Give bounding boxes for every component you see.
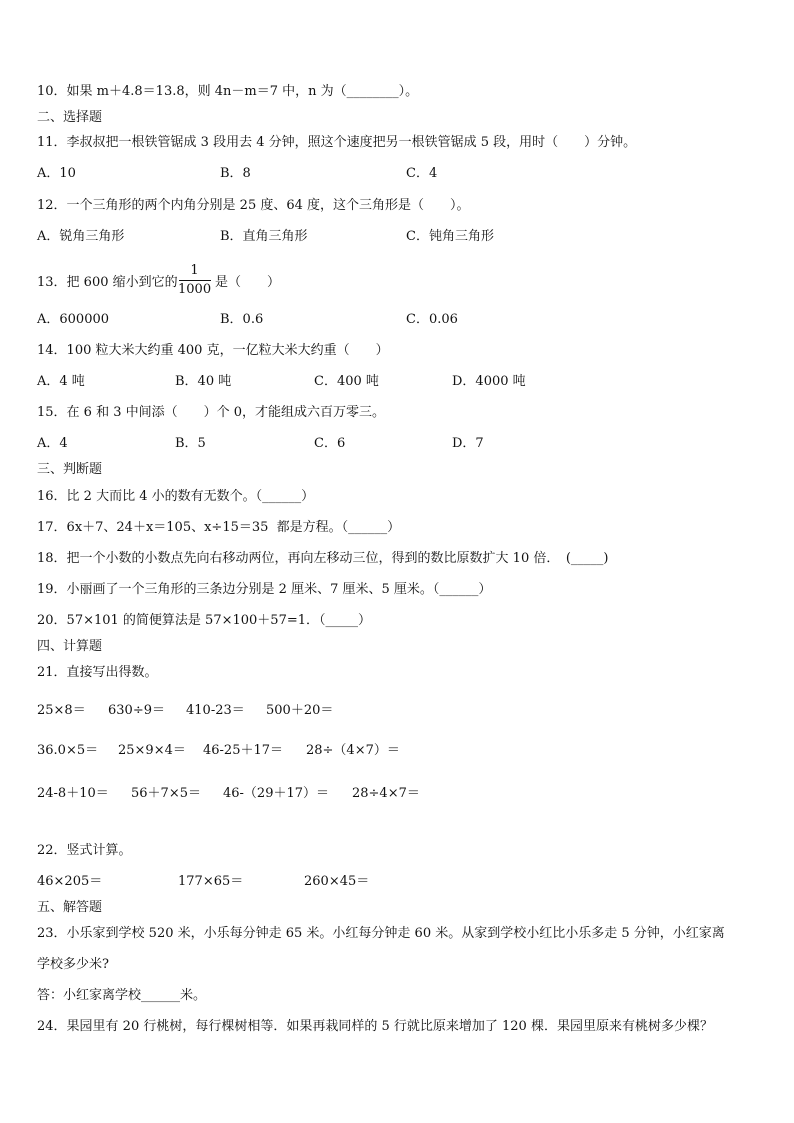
option-11-c: C．4 [406,166,438,181]
option-14-d: D．4000 吨 [452,374,526,389]
fraction-numerator: 1 [190,263,199,278]
option-13-c: C．0.06 [406,312,458,327]
option-11-a: A．10 [37,166,76,181]
vertical-calc-item: 177×65＝ [178,874,244,889]
calc-item: 410-23＝ [186,703,245,718]
question-23-line2: 学校多少米? [37,957,109,972]
calc-item: 25×8＝ [37,703,86,718]
option-12-b: B．直角三角形 [220,229,308,244]
question-15: 15．在 6 和 3 中间添（ ）个 0，才能组成六百万零三。 [37,405,386,420]
option-12-a: A．锐角三角形 [37,229,125,244]
option-12-c: C．钝角三角形 [406,229,494,244]
question-17: 17．6x＋7、24＋x＝105、x÷15＝35 都是方程。（______） [37,520,401,535]
option-13-a: A．600000 [37,312,110,327]
section-heading-judgment: 三、判断题 [37,462,103,477]
vertical-calc-item: 260×45＝ [304,874,370,889]
fraction-denominator: 1000 [178,282,212,297]
calc-item: 24-8＋10＝ [37,786,109,801]
section-heading-problems: 五、解答题 [37,900,103,915]
calc-item: 25×9×4＝ [118,743,186,758]
option-15-a: A．4 [37,436,68,451]
question-24: 24．果园里有 20 行桃树，每行棵树相等．如果再栽同样的 5 行就比原来增加了 120 棵．果园里原来有桃树多少棵？ [37,1019,713,1034]
question-14: 14．100 粒大米大约重 400 克，一亿粒大米大约重（ ） [37,343,389,358]
fraction-one-thousandth [178,264,211,297]
question-12: 12．一个三角形的两个内角分别是 25 度、64 度，这个三角形是（ ）。 [37,198,470,213]
fraction-bar [179,280,211,281]
question-20: 20．57×101 的简便算法是 57×100＋57=1．（_____） [37,613,372,628]
calc-item: 28÷（4×7）＝ [306,743,400,758]
calc-item: 36.0×5＝ [37,743,99,758]
option-11-b: B．8 [220,166,251,181]
option-14-c: C．400 吨 [314,374,379,389]
vertical-calc-item: 46×205＝ [37,874,103,889]
option-15-c: C．6 [314,436,346,451]
question-11: 11．李叔叔把一根铁管锯成 3 段用去 4 分钟，照这个速度把另一根铁管锯成 5 段，用时（ ）分钟。 [37,135,637,150]
calc-item: 500＋20＝ [266,703,334,718]
calc-item: 46-25＋17＝ [203,743,284,758]
question-23-answer: 答：小红家离学校______米。 [37,988,207,1003]
calc-item: 46-（29＋17）＝ [223,786,330,801]
calc-item: 630÷9＝ [108,703,165,718]
question-23-line1: 23．小乐家到学校 520 米，小乐每分钟走 65 米。小红每分钟走 60 米。从家到学校小红比小乐多走 5 分钟，小红家离 [37,926,725,941]
question-13-suffix: 是（ ） [215,275,281,290]
option-13-b: B．0.6 [220,312,264,327]
calc-item: 56＋7×5＝ [131,786,201,801]
question-10: 10．如果 m＋4.8＝13.8，则 4n－m＝7 中，n 为（________）。 [37,84,419,99]
option-14-b: B．40 吨 [175,374,232,389]
question-18: 18．把一个小数的小数点先向右移动两位，再向左移动三位，得到的数比原数扩大 10 倍． (_____) [37,551,609,566]
option-15-b: B．5 [175,436,206,451]
section-heading-choice: 二、选择题 [37,110,103,125]
question-21: 21．直接写出得数。 [37,665,158,680]
question-22: 22．竖式计算。 [37,843,132,858]
section-heading-calculation: 四、计算题 [37,639,103,654]
calc-item: 28÷4×7＝ [352,786,420,801]
question-19: 19．小丽画了一个三角形的三条边分别是 2 厘米、7 厘米、5 厘米。（______） [37,582,492,597]
question-16: 16．比 2 大而比 4 小的数有无数个。（______） [37,489,315,504]
option-14-a: A．4 吨 [37,374,85,389]
question-13-prefix: 13．把 600 缩小到它的 [37,275,178,290]
option-15-d: D．7 [452,436,484,451]
